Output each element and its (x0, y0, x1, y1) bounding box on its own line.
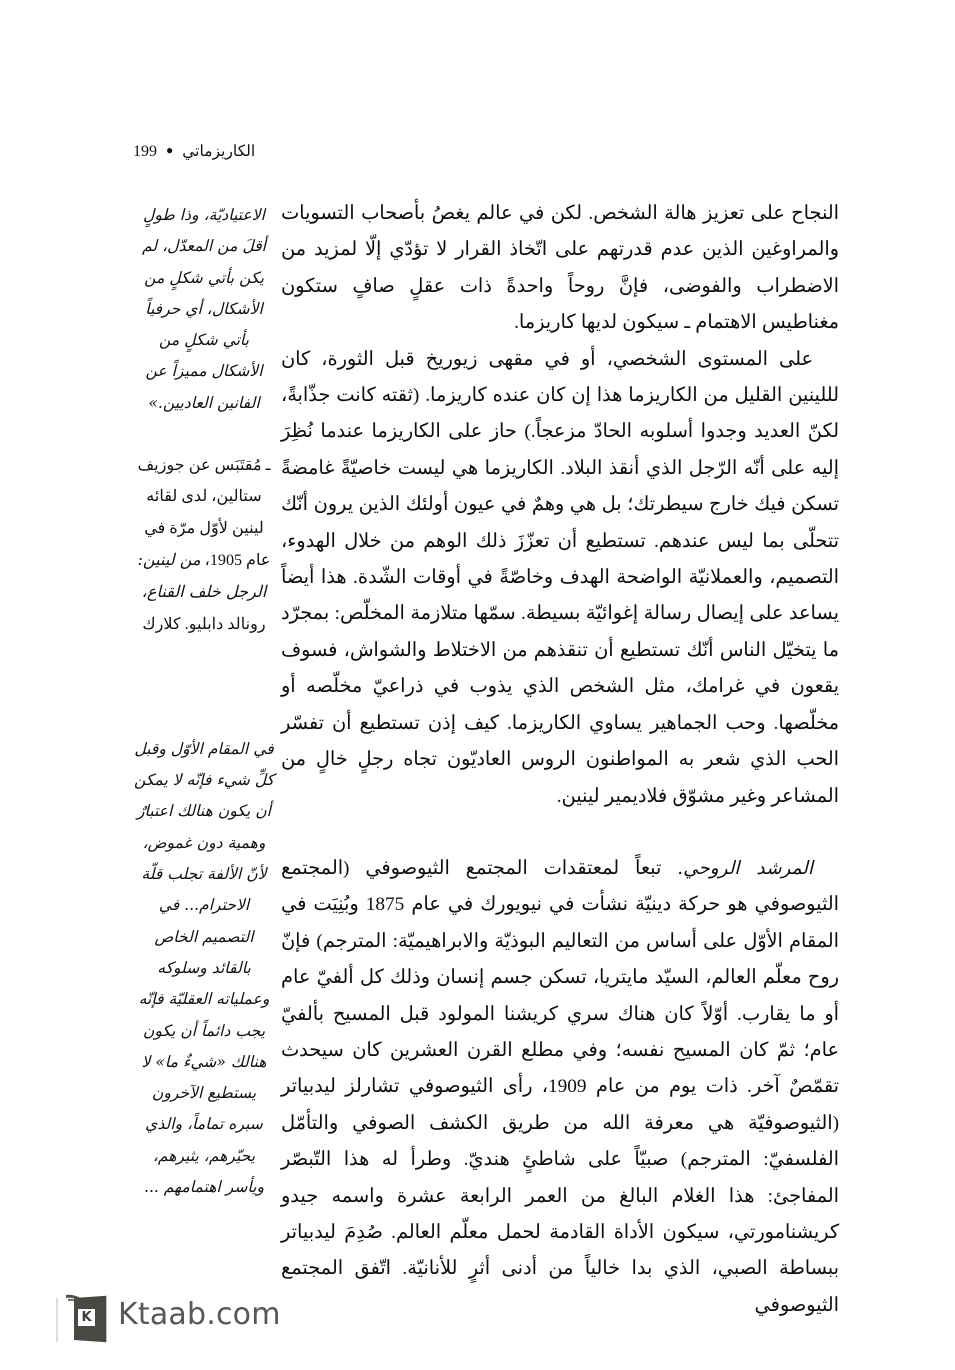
ktaab-watermark[interactable] (66, 1288, 281, 1342)
attribution-dash: ـ (265, 457, 271, 475)
attribution-line-4: مرّة في عام 1905، (144, 519, 271, 569)
attribution-source-title: من لينين: الرجل خلف القناع، (137, 549, 267, 602)
watermark-label: Ktaab.com (118, 1297, 281, 1332)
margin-quote-column (133, 200, 275, 1203)
bullet-icon: ● (166, 143, 174, 157)
body-area (133, 196, 839, 1316)
book-icon (66, 1290, 106, 1340)
running-header (133, 142, 473, 162)
running-header-title: الكاريزماتي (182, 143, 256, 160)
paragraph-2: على المستوى الشخصي، أو في مقهى زيوريخ قبل الثورة، كان لللينين القليل من الكاريزما هذا إن كان عنده كاريزما. (ثقته كانت جذّابةً، لكنّ العديد وجدوا أسلوبه الحادّ مزعجاً.) حاز على الكاريزما عندما نُظِرَ إليه على أنّه الرّجل الذي أنقذ البلاد. الكاريزما هي ليست خاصيّةً غامضةً تسكن فيك خارج سيطرتك؛ بل هي وهمٌ في عيون أولئك الذين يرون أنّك تتحلّى بما ليس عندهم. تستطيع أن تعزّزَ ذلك الوهم من خلال الهدوء، التصميم، والعملانيّة الواضحة الهدف وخاصّةً في أوقات الشّدة. هذا أيضاً يساعد على إيصال رسالة إغوائيّة بسيطة. سمّها متلازمة المخلّص: بمجرّد ما يتخيّل الناس أنّك تستطيع أن تنقذهم من الاختلاط والشواش، فسوف يقعون في غرامك، مثل الشخص الذي يذوب في ذراعيّ مخلّصه أو مخلّصها. وحب الجماهير يساوي الكاريزما. كيف إذن تستطيع أن تفسّر الحب الذي شعر به المواطنون الروس العاديّون تجاه رجلٍ خالٍ من المشاعر وغير مشوّق فلاديمير لينين. (281, 348, 839, 807)
margin-quote-1: الاعتياديّة، وذا طولٍ أقلَ من المعدّل، لم يكن بأتي شكلٍ من الأشكال، أي حرفياً بأتي شكلٍ من الأشكال مميزاً عن الفانين العاديين.» (142, 206, 266, 412)
paragraph-3-body: تبعاً لمعتقدات المجتمع الثيوصوفي (المجتمع الثيوصوفي هو حركة دينيّة نشأت في نيويورك في عام 1875 وبُنِيَت في المقام الأوّل على أساس من التعاليم البوذيّة والابراهيميّة: المترجم) فإنّ روح معلّم العالم، السيّد مايتريا، تسكن جسم إنسان وذلك كل ألفيّ عام أو ما يقارب. أوّلاً كان هناك سري كريشنا المولود قبل المسيح بألفيّ عام؛ ثمّ كان المسيح نفسه؛ وفي مطلع القرن العشرين كان سيحدث تقمّصٌ آخر. ذات يوم من عام 1909، رأى الثيوصوفي تشارلز ليدبياتر (الثيوصوفيّة هي معرفة الله من طريق الكشف الصوفي والتأمّل الفلسفيّ: المترجم) صبيّاً على شاطئٍ هنديّ. وطرأ له هذا التّبصّر المفاجئ: هذا الغلام البالغ من العمر الرابعة عشرة واسمه جيدو كريشنامورتي، سيكون الأداة القادمة لحمل معلّم العالم. صُدِمَ ليدبياتر ببساطة الصبي، الذي بدا خالياً من أدنى أثرٍ للأنانيّة. اتّفق المجتمع الثيوصوفي (281, 857, 839, 1316)
attribution-line-2: جوزيف ستالين، (137, 457, 262, 506)
attribution-line-1: مُقتَبَس عن (188, 457, 262, 475)
margin-quote-2: في المقام الأوّل وقبل كلِّ شيء فإنّه لا يمكن أن يكون هنالك اعتبارٌ وهمية دون غموض، لأنّ الألفة تجلب قلّة الاحترام... في التصميم الخاص بالقائد وسلوكه وعملياته العقليّة فإنّه يجب دائماً أن يكون هنالك «شيءٌ ما» لا يستطيع الآخرون سبره تماماً، والذي يحيّرهم، يثيرهم، ويأسر اهتمامهم ... (133, 739, 275, 1197)
paragraph-3-lead-italic: المرشد الروحي. (677, 857, 813, 879)
main-text-column (281, 196, 839, 1324)
book-monogram: K (78, 1309, 95, 1326)
attribution-author: رونالد دابليو. كلارك (142, 615, 266, 633)
page-number: 199 (133, 143, 157, 160)
paragraph-3 (281, 851, 839, 1324)
scan-gutter-edge (56, 1298, 58, 1342)
attribution-line-3: لدى لقائه لينين لأوّل (146, 488, 264, 537)
margin-quote-1-attribution (133, 450, 275, 640)
paragraph-1: النجاح على تعزيز هالة الشخص. لكن في عالم يغصُ بأصحاب التسويات والمراوغين الذين عدم قدرتهم على اتّخاذ القرار لا تؤدّي إلّا لمزيد من الاضطراب والفوضى، فإنَّ روحاً واحدةً ذات عقلٍ صافٍ ستكون مغناطيس الاهتمام ـ سيكون لديها كاريزما. (281, 203, 839, 334)
